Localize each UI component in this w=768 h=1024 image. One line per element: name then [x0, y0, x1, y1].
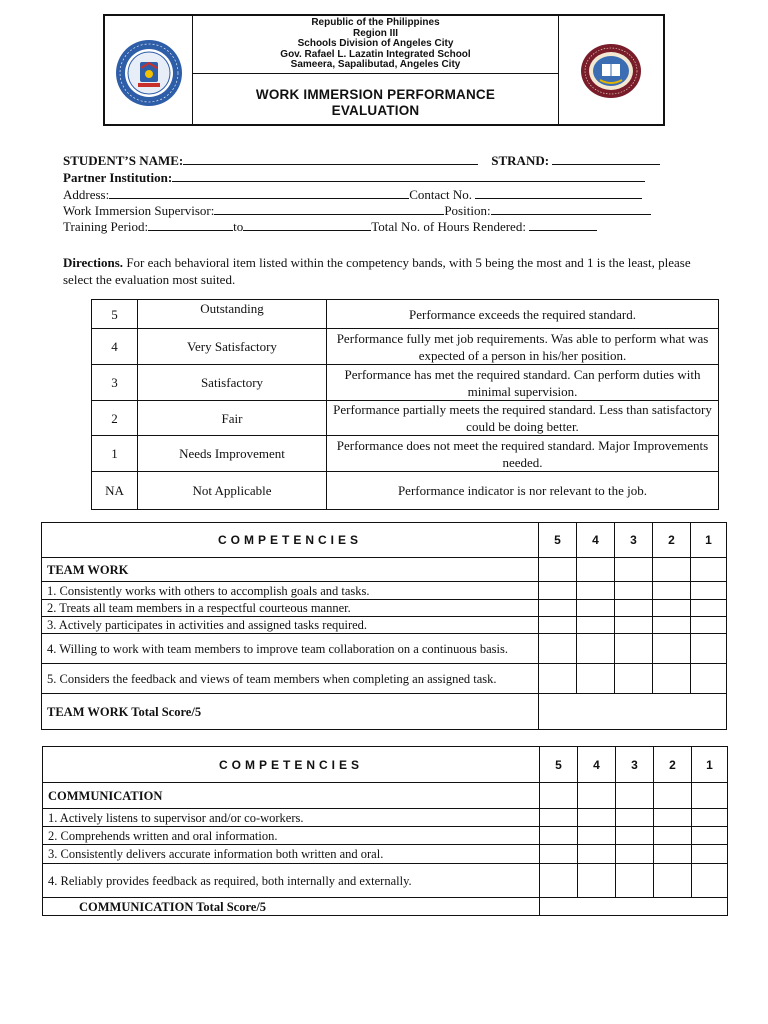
score-col-header: 3 [616, 747, 654, 783]
rating-label: Outstanding [138, 300, 327, 329]
score-cell[interactable] [653, 634, 691, 664]
header-address-lines [193, 18, 558, 71]
rating-row [92, 329, 719, 365]
rating-description: Performance exceeds the required standard. [327, 300, 719, 329]
competency-item-row [43, 809, 728, 827]
rating-row [92, 472, 719, 510]
total-score-label: TEAM WORK Total Score/5 [42, 694, 539, 730]
score-col-header: 2 [654, 747, 692, 783]
score-cell[interactable] [692, 809, 728, 827]
score-cell[interactable] [615, 664, 653, 694]
header-line: Region III [353, 27, 398, 39]
teamwork-competency-table [41, 522, 727, 730]
score-cell[interactable] [578, 864, 616, 898]
address-label: Address: [63, 187, 110, 202]
competency-item: 4. Reliably provides feedback as required, both internally and externally. [43, 864, 540, 898]
score-cell[interactable] [654, 809, 692, 827]
score-cell[interactable] [577, 634, 615, 664]
competency-item-row [42, 582, 727, 600]
header-line: Republic of the Philippines [311, 17, 440, 28]
score-cell[interactable] [615, 617, 653, 634]
score-cell[interactable] [539, 558, 577, 582]
score-cell[interactable] [616, 809, 654, 827]
training-label: Training Period: [63, 219, 149, 234]
score-cell[interactable] [691, 558, 727, 582]
header-center [193, 16, 558, 124]
rating-label: Satisfactory [138, 365, 327, 401]
header-line: Schools Division of Angeles City [297, 38, 454, 49]
strand-field[interactable] [552, 153, 660, 165]
competency-item-row [42, 634, 727, 664]
score-cell[interactable] [616, 845, 654, 864]
rating-description: Performance has met the required standard. Can perform duties with minimal supervision. [327, 365, 719, 401]
student-name-row [63, 153, 660, 169]
score-cell[interactable] [654, 864, 692, 898]
score-cell[interactable] [615, 582, 653, 600]
score-col-header: 1 [692, 747, 728, 783]
score-cell[interactable] [539, 664, 577, 694]
competency-item: 2. Comprehends written and oral information. [43, 827, 540, 845]
score-cell[interactable] [577, 600, 615, 617]
score-cell[interactable] [654, 845, 692, 864]
score-cell[interactable] [654, 783, 692, 809]
section-row [42, 558, 727, 582]
score-cell[interactable] [692, 783, 728, 809]
score-cell[interactable] [616, 864, 654, 898]
score-col-header: 2 [653, 523, 691, 558]
score-cell[interactable] [539, 582, 577, 600]
strand-label: STRAND: [491, 153, 550, 168]
rating-label: Needs Improvement [138, 436, 327, 472]
competency-item-row [43, 845, 728, 864]
competency-item: 2. Treats all team members in a respectful courteous manner. [42, 600, 539, 617]
score-cell[interactable] [540, 845, 578, 864]
rating-row [92, 436, 719, 472]
directions-label: Directions. [63, 255, 124, 270]
rating-score: NA [92, 472, 138, 510]
left-seal-cell [105, 16, 193, 124]
score-cell[interactable] [691, 634, 727, 664]
score-cell[interactable] [539, 617, 577, 634]
total-score-row [42, 694, 727, 730]
partner-field[interactable] [172, 170, 645, 182]
rating-row [92, 365, 719, 401]
rating-description: Performance indicator is nor relevant to the job. [327, 472, 719, 510]
competency-header-row [42, 523, 727, 558]
score-cell[interactable] [578, 809, 616, 827]
rating-description: Performance partially meets the required standard. Less than satisfactory could be doing better. [327, 401, 719, 436]
score-cell[interactable] [653, 664, 691, 694]
score-col-header: 4 [577, 523, 615, 558]
total-score-cell[interactable] [539, 694, 727, 730]
header-line: Sameera, Sapalibutad, Angeles City [290, 59, 461, 70]
score-cell[interactable] [691, 600, 727, 617]
score-cell[interactable] [616, 783, 654, 809]
student-name-label: STUDENT’S NAME: [63, 153, 184, 168]
rating-score: 1 [92, 436, 138, 472]
competencies-header: COMPETENCIES [43, 747, 540, 783]
header-divider [193, 73, 558, 74]
score-cell[interactable] [577, 617, 615, 634]
contact-field[interactable] [475, 187, 642, 199]
score-col-header: 1 [691, 523, 727, 558]
competency-item: 3. Actively participates in activities and assigned tasks required. [42, 617, 539, 634]
partner-row [63, 170, 645, 186]
deped-seal-icon [114, 38, 184, 108]
rating-row [92, 300, 719, 329]
score-cell[interactable] [540, 783, 578, 809]
total-score-label: COMMUNICATION Total Score/5 [43, 898, 540, 916]
hours-field[interactable] [529, 219, 597, 231]
score-cell[interactable] [653, 617, 691, 634]
hours-label: Total No. of Hours Rendered: [371, 219, 526, 234]
competency-item-row [43, 864, 728, 898]
score-cell[interactable] [653, 558, 691, 582]
rating-score: 3 [92, 365, 138, 401]
partner-label: Partner Institution: [63, 170, 173, 185]
competency-item: 1. Actively listens to supervisor and/or co-workers. [43, 809, 540, 827]
competency-item: 3. Consistently delivers accurate information both written and oral. [43, 845, 540, 864]
score-cell[interactable] [692, 864, 728, 898]
score-cell[interactable] [577, 582, 615, 600]
score-cell[interactable] [540, 864, 578, 898]
form-header [103, 14, 665, 126]
score-cell[interactable] [578, 783, 616, 809]
score-cell[interactable] [653, 600, 691, 617]
score-cell[interactable] [577, 664, 615, 694]
supervisor-field[interactable] [214, 203, 444, 215]
position-field[interactable] [491, 203, 651, 215]
school-seal-icon [580, 42, 642, 100]
address-row [63, 187, 642, 203]
training-row [63, 219, 597, 235]
address-field[interactable] [109, 187, 409, 199]
rating-label: Very Satisfactory [138, 329, 327, 365]
score-col-header: 3 [615, 523, 653, 558]
score-col-header: 4 [578, 747, 616, 783]
score-cell[interactable] [578, 845, 616, 864]
score-cell[interactable] [539, 634, 577, 664]
section-title: COMMUNICATION [43, 783, 540, 809]
form-title [193, 87, 558, 119]
score-cell[interactable] [653, 582, 691, 600]
rating-label: Fair [138, 401, 327, 436]
training-start-field[interactable] [148, 219, 233, 231]
rating-score: 2 [92, 401, 138, 436]
score-col-header: 5 [539, 523, 577, 558]
competency-item-row [42, 600, 727, 617]
right-seal-cell [558, 16, 663, 124]
score-cell[interactable] [578, 827, 616, 845]
competency-item-row [43, 827, 728, 845]
communication-competency-table [42, 746, 728, 916]
directions-text [63, 254, 713, 288]
rating-score: 4 [92, 329, 138, 365]
score-cell[interactable] [615, 600, 653, 617]
form-title-line1: WORK IMMERSION PERFORMANCE [255, 87, 496, 102]
supervisor-row [63, 203, 651, 219]
position-label: Position: [444, 203, 491, 218]
rating-description: Performance does not meet the required standard. Major Improvements needed. [327, 436, 719, 472]
section-title: TEAM WORK [42, 558, 539, 582]
competency-item: 1. Consistently works with others to accomplish goals and tasks. [42, 582, 539, 600]
score-cell[interactable] [539, 600, 577, 617]
score-cell[interactable] [615, 558, 653, 582]
score-cell[interactable] [654, 827, 692, 845]
training-end-field[interactable] [243, 219, 371, 231]
score-cell[interactable] [616, 827, 654, 845]
score-cell[interactable] [692, 845, 728, 864]
competency-item: 4. Willing to work with team members to improve team collaboration on a continuous basis. [42, 634, 539, 664]
supervisor-label: Work Immersion Supervisor: [63, 203, 215, 218]
directions-body: For each behavioral item listed within the competency bands, with 5 being the most and 1 is the least, please select the evaluation most suited. [63, 255, 691, 287]
student-name-field[interactable] [183, 153, 478, 165]
score-cell[interactable] [691, 664, 727, 694]
score-cell[interactable] [691, 582, 727, 600]
contact-label: Contact No. [409, 187, 473, 202]
score-cell[interactable] [692, 827, 728, 845]
competencies-header: COMPETENCIES [42, 523, 539, 558]
section-row [43, 783, 728, 809]
competency-item-row [42, 664, 727, 694]
header-line: Gov. Rafael L. Lazatin Integrated School [280, 48, 471, 60]
total-score-cell[interactable] [540, 898, 728, 916]
score-col-header: 5 [540, 747, 578, 783]
score-cell[interactable] [540, 827, 578, 845]
competency-item-row [42, 617, 727, 634]
rating-scale-table [91, 299, 719, 510]
score-cell[interactable] [691, 617, 727, 634]
rating-label: Not Applicable [138, 472, 327, 510]
score-cell[interactable] [577, 558, 615, 582]
total-score-row [43, 898, 728, 916]
form-title-line2: EVALUATION [331, 103, 420, 118]
competency-item: 5. Considers the feedback and views of team members when completing an assigned task. [42, 664, 539, 694]
score-cell[interactable] [540, 809, 578, 827]
rating-score: 5 [92, 300, 138, 329]
score-cell[interactable] [615, 634, 653, 664]
to-label: to [233, 219, 244, 234]
rating-description: Performance fully met job requirements. Was able to perform what was expected of a person in his/her position. [327, 329, 719, 365]
rating-row [92, 401, 719, 436]
competency-header-row [43, 747, 728, 783]
